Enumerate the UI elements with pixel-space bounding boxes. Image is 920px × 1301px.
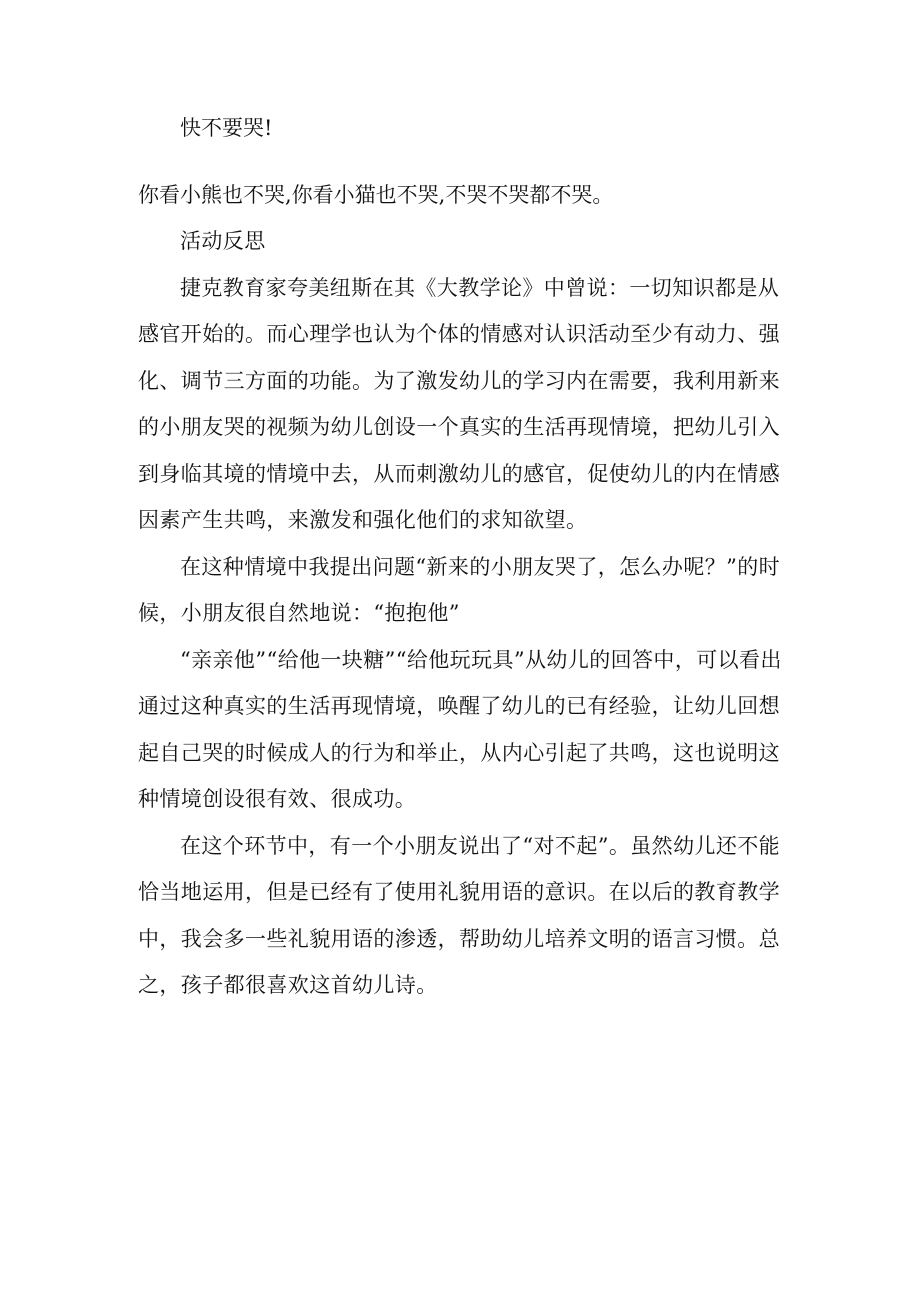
document-body <box>138 105 788 1009</box>
poem-line-1: 快不要哭! <box>180 116 273 140</box>
poem-line-2: 你看小熊也不哭,你看小猫也不哭,不哭不哭都不哭。 <box>138 182 614 207</box>
paragraph-answers: “亲亲他”“给他一块糖”“给他玩玩具”从幼儿的回答中，可以看出通过这种真实的生活再现情境，唤醒了幼儿的已有经验，让幼儿回想起自己哭的时候成人的行为和举止，从内心引起了共鸣，这也说明这种情境创设很有效、很成功。 <box>138 647 782 811</box>
paragraph-sorry: 在这个环节中，有一个小朋友说出了“对不起”。虽然幼儿还不能恰当地运用，但是已经有了使用礼貌用语的意识。在以后的教育教学中，我会多一些礼貌用语的渗透，帮助幼儿培养文明的语言习惯。总之，孩子都很喜欢这首幼儿诗。 <box>138 833 781 997</box>
paragraph-comenius: 捷克教育家夸美纽斯在其《大教学论》中曾说：一切知识都是从感官开始的。而心理学也认为个体的情感对认识活动至少有动力、强化、调节三方面的功能。为了激发幼儿的学习内在需要，我利用新来的小朋友哭的视频为幼儿创设一个真实的生活再现情境，把幼儿引入到身临其境的情境中去，从而刺激幼儿的感官，促使幼儿的内在情感因素产生共鸣，来激发和强化他们的求知欲望。 <box>138 275 780 532</box>
paragraph-question: 在这种情境中我提出问题“新来的小朋友哭了，怎么办呢？”的时候，小朋友很自然地说：“抱抱他” <box>138 554 781 625</box>
section-heading: 活动反思 <box>180 229 266 253</box>
